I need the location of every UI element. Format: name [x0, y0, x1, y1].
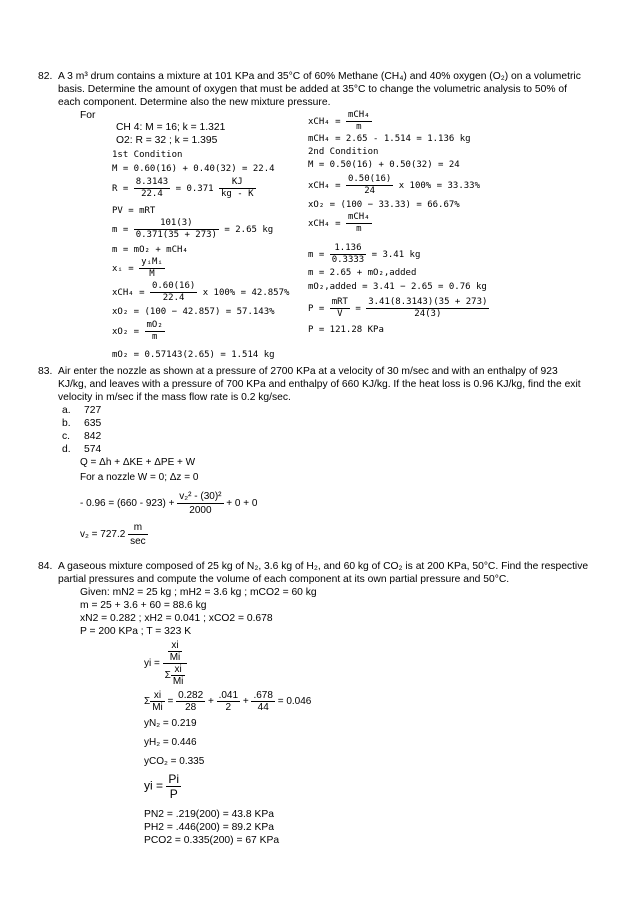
eq-exit-velocity: v₂ = 727.2 $\frac{m}{\sec}$ — [80, 522, 146, 547]
eq-x-ch4-def-a: xCH₄ = $\frac{\text{mCH₄}}{m}$ — [308, 110, 370, 132]
eq-mass-sum: m = mO₂ + mCH₄ — [112, 245, 188, 255]
problem-83-number: 83. — [38, 366, 53, 377]
eq-energy-substituted: - 0.96 = (660 - 923) + $\frac{\text{v₂² - (30)²}}{2000}$ + 0 + 0 — [80, 491, 258, 516]
problem-82-line3: each component. Determine also the new mixture pressure. — [58, 97, 331, 108]
ch4-properties: CH 4: M = 16; k = 1.321 — [116, 122, 226, 133]
eq-molar-mass-2: M = 0.50(16) + 0.50(32) = 24 — [308, 160, 460, 170]
problem-83-line3: velocity in m/sec if the mass flow rate is 0.2 kg/sec. — [58, 392, 291, 403]
problem-84-number: 84. — [38, 561, 53, 572]
mass-fractions: xN2 = 0.282 ; xH2 = 0.041 ; xCO2 = 0.678 — [80, 613, 273, 624]
eq-pv-mrt: PV = mRT — [112, 206, 156, 216]
eq-x-ch4-2: xCH₄ = $\frac{0.50(16)}{24}$ x 100% = 33.33% — [308, 174, 480, 196]
mole-fraction-n2: yN₂ = 0.219 — [144, 718, 197, 729]
problem-84-line1: A gaseous mixture composed of 25 kg of N₂, 3.6 kg of H₂, and 60 kg of CO₂ is at 200 KPa, 50°C. Find the respective — [58, 561, 589, 572]
eq-mole-fraction-def: yi = $\frac{xi}{Mi}$ Σ $\frac{xi}{Mi}$ — [144, 640, 187, 687]
eq-mass-2: m = $\frac{1.136}{0.3333}$ = 3.41 kg — [308, 243, 421, 265]
problem-83-line2: KJ/kg, and leaves with a pressure of 700 KPa and enthalpy of 660 KJ/kg. If the heat loss is 0.96 KJ/kg, find the exit — [58, 379, 581, 390]
partial-pressure-co2: PCO2 = 0.335(200) = 67 KPa — [144, 835, 280, 846]
eq-mass-fraction-def: xᵢ = $\frac{\text{yᵢMᵢ}}{M}$ — [112, 257, 163, 279]
choice-d: d. 574 — [62, 444, 102, 455]
eq-molar-mass-1: M = 0.60(16) + 0.40(32) = 22.4 — [112, 164, 275, 174]
eq-pressure-formula: P = $\frac{\text{mRT}}{V}$ = $\frac{3.41(8.3143)(35 + 273)}{24(3)}$ — [308, 297, 488, 319]
problem-82-number: 82. — [38, 71, 53, 82]
mole-fraction-co2: yCO₂ = 0.335 — [144, 756, 205, 767]
for-label: For — [80, 110, 96, 121]
mole-fraction-h2: yH₂ = 0.446 — [144, 737, 197, 748]
given-masses: Given: mN2 = 25 kg ; mH2 = 3.6 kg ; mCO2 = 60 kg — [80, 587, 317, 598]
first-condition-heading: 1st Condition — [112, 150, 183, 160]
eq-mass-ch4: mCH₄ = 2.65 - 1.514 = 1.136 kg — [308, 134, 471, 144]
second-condition-heading: 2nd Condition — [308, 147, 379, 157]
eq-mass-o2: mO₂ = 0.57143(2.65) = 1.514 kg — [112, 350, 275, 360]
eq-x-o2-1: xO₂ = (100 − 42.857) = 57.143% — [112, 307, 275, 317]
total-mass: m = 25 + 3.6 + 60 = 88.6 kg — [80, 600, 207, 611]
eq-energy-balance: Q = Δh + ΔKE + ΔPE + W — [80, 457, 196, 468]
eq-nozzle-condition: For a nozzle W = 0; Δz = 0 — [80, 472, 199, 483]
eq-partial-pressure-def: yi = $\frac{Pi}{P}$ — [144, 772, 180, 801]
choice-b: b. 635 — [62, 418, 102, 429]
eq-gas-constant: R = $\frac{8.3143}{22.4}$ = 0.371 $\frac{KJ}{kg - K}$ — [112, 177, 254, 199]
eq-mass-o2-added: mO₂,added = 3.41 − 2.65 = 0.76 kg — [308, 282, 487, 292]
eq-mass-added: m = 2.65 + mO₂,added — [308, 268, 417, 278]
problem-82-line1: A 3 m³ drum contains a mixture at 101 KPa and 35°C of 60% Methane (CH₄) and 40% oxygen (O₂) on a volumetric — [58, 71, 581, 82]
eq-pressure-result: P = 121.28 KPa — [308, 325, 384, 335]
eq-x-ch4-1: xCH₄ = $\frac{0.60(16)}{22.4}$ x 100% = 42.857% — [112, 281, 290, 303]
problem-82-line2: basis. Determine the amount of oxygen that must be added at 35°C to change the volumetric analysis to 50% of — [58, 84, 567, 95]
eq-sum-xi-mi: Σ $\frac{xi}{Mi}$ = $\frac{0.282}{28}$ + $\frac{.041}{2}$ + $\frac{.678}{44}$ = 0.046 — [144, 690, 312, 713]
o2-properties: O2: R = 32 ; k = 1.395 — [116, 135, 218, 146]
choice-c: c. 842 — [62, 431, 102, 442]
pressure-temperature: P = 200 KPa ; T = 323 K — [80, 626, 192, 637]
eq-mass-1: m = $\frac{101(3)}{0.371(35 + 273)}$ = 2.65 kg — [112, 218, 274, 240]
eq-x-o2-def: xO₂ = $\frac{\text{mO₂}}{m}$ — [112, 320, 163, 342]
eq-x-ch4-def-b: xCH₄ = $\frac{\text{mCH₄}}{m}$ — [308, 212, 370, 234]
partial-pressure-n2: PN2 = .219(200) = 43.8 KPa — [144, 809, 274, 820]
eq-x-o2-2: xO₂ = (100 − 33.33) = 66.67% — [308, 200, 460, 210]
problem-84-line2: partial pressures and compute the volume of each component at its own partial pressure and 50°C. — [58, 574, 510, 585]
problem-83-line1: Air enter the nozzle as shown at a pressure of 2700 KPa at a velocity of 30 m/sec and with an enthalpy of 923 — [58, 366, 558, 377]
partial-pressure-h2: PH2 = .446(200) = 89.2 KPa — [144, 822, 274, 833]
choice-a: a. 727 — [62, 405, 102, 416]
